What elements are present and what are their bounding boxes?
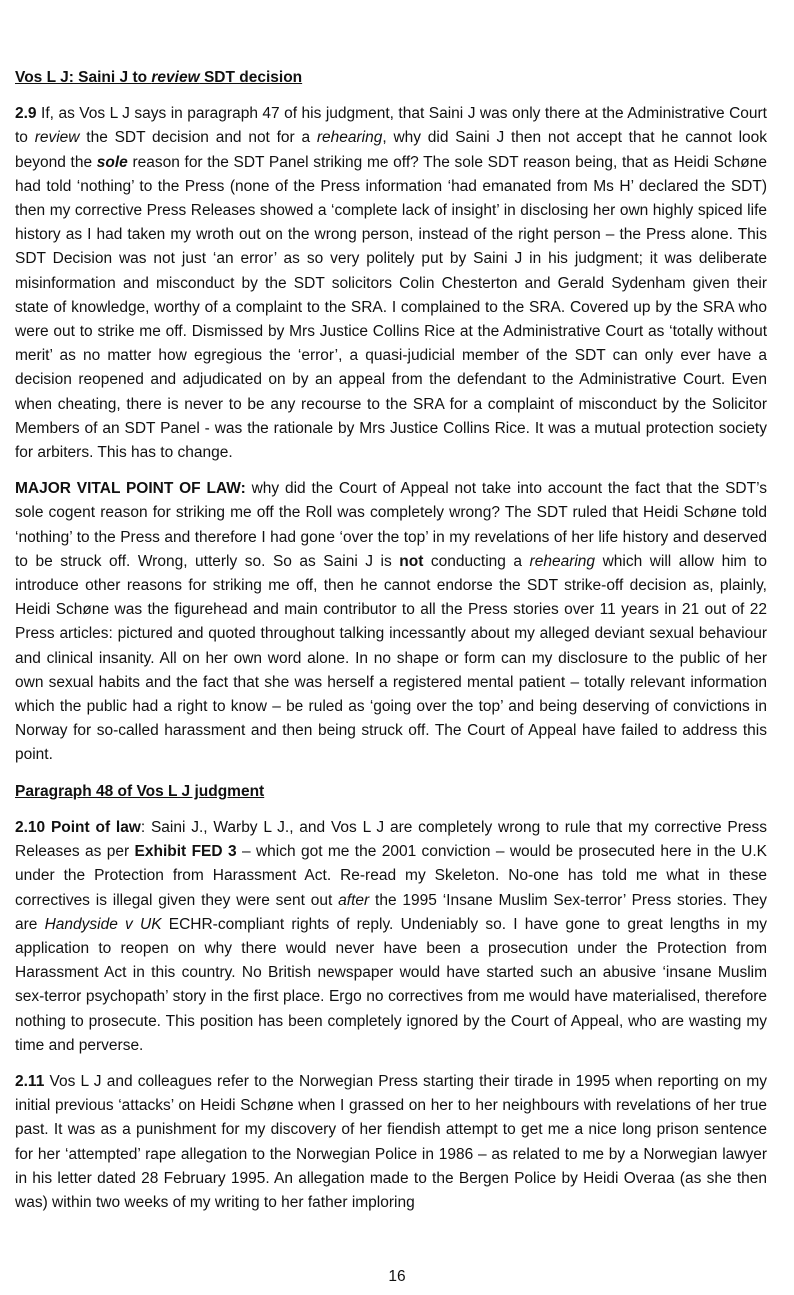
emphasis-text: rehearing bbox=[529, 552, 596, 570]
paragraph-text: ECHR-compliant rights of reply. Undeniably so. I have gone to great lengths in my application to reopen on why there would never have been a prosecution under the Protection from Harassment Act in this country. No British newspaper would have started such an abusive ‘insane Muslim sex-terror psychopath’ story in the first place. Ergo no correctives from me would have materialised, therefore nothing to prosecute. This position has been completely ignored by the Court of Appeal, who are wasting my time and perverse. bbox=[15, 915, 767, 1054]
paragraph-text: why did the Court of Appeal not take into account the fact that the SDT’s sole cogent reason for striking me off the Roll was completely wrong? The SDT ruled that Heidi Schøne told ‘nothing’ to the Press and therefore I had gone ‘over the top’ in my revelations of her life history and deserved to be struck off. Wrong, utterly so. So as Saini J is bbox=[15, 480, 767, 570]
paragraph-major-point-of-law bbox=[15, 477, 767, 767]
emphasis-text: after bbox=[338, 891, 370, 909]
paragraph-text: Vos L J and colleagues refer to the Norwegian Press starting their tirade in 1995 when reporting on my initial previous ‘attacks’ on Heidi Schøne when I grassed on her to her neighbours with revelations of her true past. It was as a punishment for my discovery of her fiendish attempt to get me a nice long prison sentence for her ‘attempted’ rape allegation to the Norwegian Police in 1986 – as related to me by a Norwegian lawyer in his letter dated 28 February 1995. An allegation made to the Bergen Police by Heidi Overaa (as she then was) within two weeks of my writing to her father imploring bbox=[15, 1072, 767, 1211]
paragraph-text: the 1995 ‘Insane Muslim Sex-terror’ Press stories. They are bbox=[15, 891, 767, 933]
paragraph-text: If, as Vos L J says in paragraph 47 of his judgment, that Saini J was only there at the Administrative Court to bbox=[15, 105, 767, 147]
page-number: 16 bbox=[388, 1268, 406, 1285]
paragraph-number: 2.11 bbox=[15, 1072, 45, 1090]
emphasis-text: rehearing bbox=[316, 129, 383, 147]
paragraph-2-9 bbox=[15, 102, 767, 465]
section-heading-paragraph-48: Paragraph 48 of Vos L J judgment bbox=[15, 782, 265, 800]
paragraph-text: reason for the SDT Panel striking me off? The sole SDT reason being, that as Heidi Schøne had told ‘nothing’ to the Press (none of the Press information ‘had emanated from Ms H’ declared the SDT) then my corrective Press Releases showed a ‘complete lack of insight’ in disclosing her own highly spiced life history as I had taken my wroth out on the wrong person, instead of the right person – the Press alone. This SDT Decision was not just ‘an error’ as so very politely put by Saini J in his judgment; it was deliberate misinformation and misconduct by the SDT solicitors Colin Chesterton and Gerald Sydenham given their state of knowledge, worthy of a complaint to the SRA. I complained to the SRA. Covered up by the SRA who were out to strike me off. Dismissed by Mrs Justice Collins Rice at the Administrative Court as ‘totally without merit’ as no matter how egregious the ‘error’, a quasi-judicial member of the SDT can only ever have a decision reopened and adjudicated on by an appeal from the defendant to the Administrative Court. Even when cheating, there is never to be any recourse to the SRA for a complaint of misconduct by the Solicitor Members of an SDT Panel - was the rationale by Mrs Justice Collins Rice. It was a mutual protection society for arbiters. This has to change. bbox=[15, 153, 767, 462]
paragraph-2-10 bbox=[15, 816, 767, 1058]
emphasis-text: sole bbox=[96, 153, 128, 171]
heading-italic-text: review bbox=[151, 69, 200, 86]
paragraph-text: , why did Saini J then not accept that he cannot look beyond the bbox=[15, 129, 768, 171]
heading-text: Vos L J: Saini J to bbox=[15, 69, 152, 86]
paragraph-text: : Saini J., Warby L J., and Vos L J are completely wrong to rule that my corrective Press Releases as per bbox=[15, 818, 767, 861]
heading-text: SDT decision bbox=[199, 69, 303, 86]
emphasis-text: review bbox=[34, 129, 80, 147]
emphasis-text: not bbox=[399, 552, 424, 570]
emphasis-text: Handyside v UK bbox=[44, 915, 162, 933]
section-heading-saini-review bbox=[15, 66, 767, 90]
paragraph-lead: 2.10 Point of law bbox=[15, 818, 141, 836]
paragraph-text: conducting a bbox=[423, 552, 530, 570]
paragraph-text: which will allow him to introduce other reasons for striking me off, then he cannot endorse the SDT strike-off decision as, plainly, Heidi Schøne was the figurehead and main contributor to all the Press stories over 11 years in 21 out of 22 Press articles: pictured and quoted throughout talking incessantly about my alleged deviant sexual behaviour and clinical insanity. All on her own word alone. In no shape or form can my disclosure to the public of her own sexual habits and the fact that she was herself a registered mental patient – totally relevant information which the public had a right to know – be ruled as ‘going over the top’ and being deserving of convictions in Norway for so-called harassment and then being struck off. The Court of Appeal have failed to address this point. bbox=[15, 552, 768, 764]
paragraph-lead: MAJOR VITAL POINT OF LAW: bbox=[15, 480, 246, 498]
paragraph-text: the SDT decision and not for a bbox=[79, 129, 317, 147]
emphasis-text: Exhibit FED 3 bbox=[134, 843, 237, 861]
paragraph-number: 2.9 bbox=[15, 105, 37, 123]
paragraph-2-11 bbox=[15, 1070, 767, 1215]
paragraph-text: – which got me the 2001 conviction – would be prosecuted here in the U.K under the Protection from Harassment Act. Re-read my Skeleton. No-one has told me what in these correctives is illegal given they were sent out bbox=[15, 843, 768, 909]
document-body bbox=[15, 66, 767, 1227]
